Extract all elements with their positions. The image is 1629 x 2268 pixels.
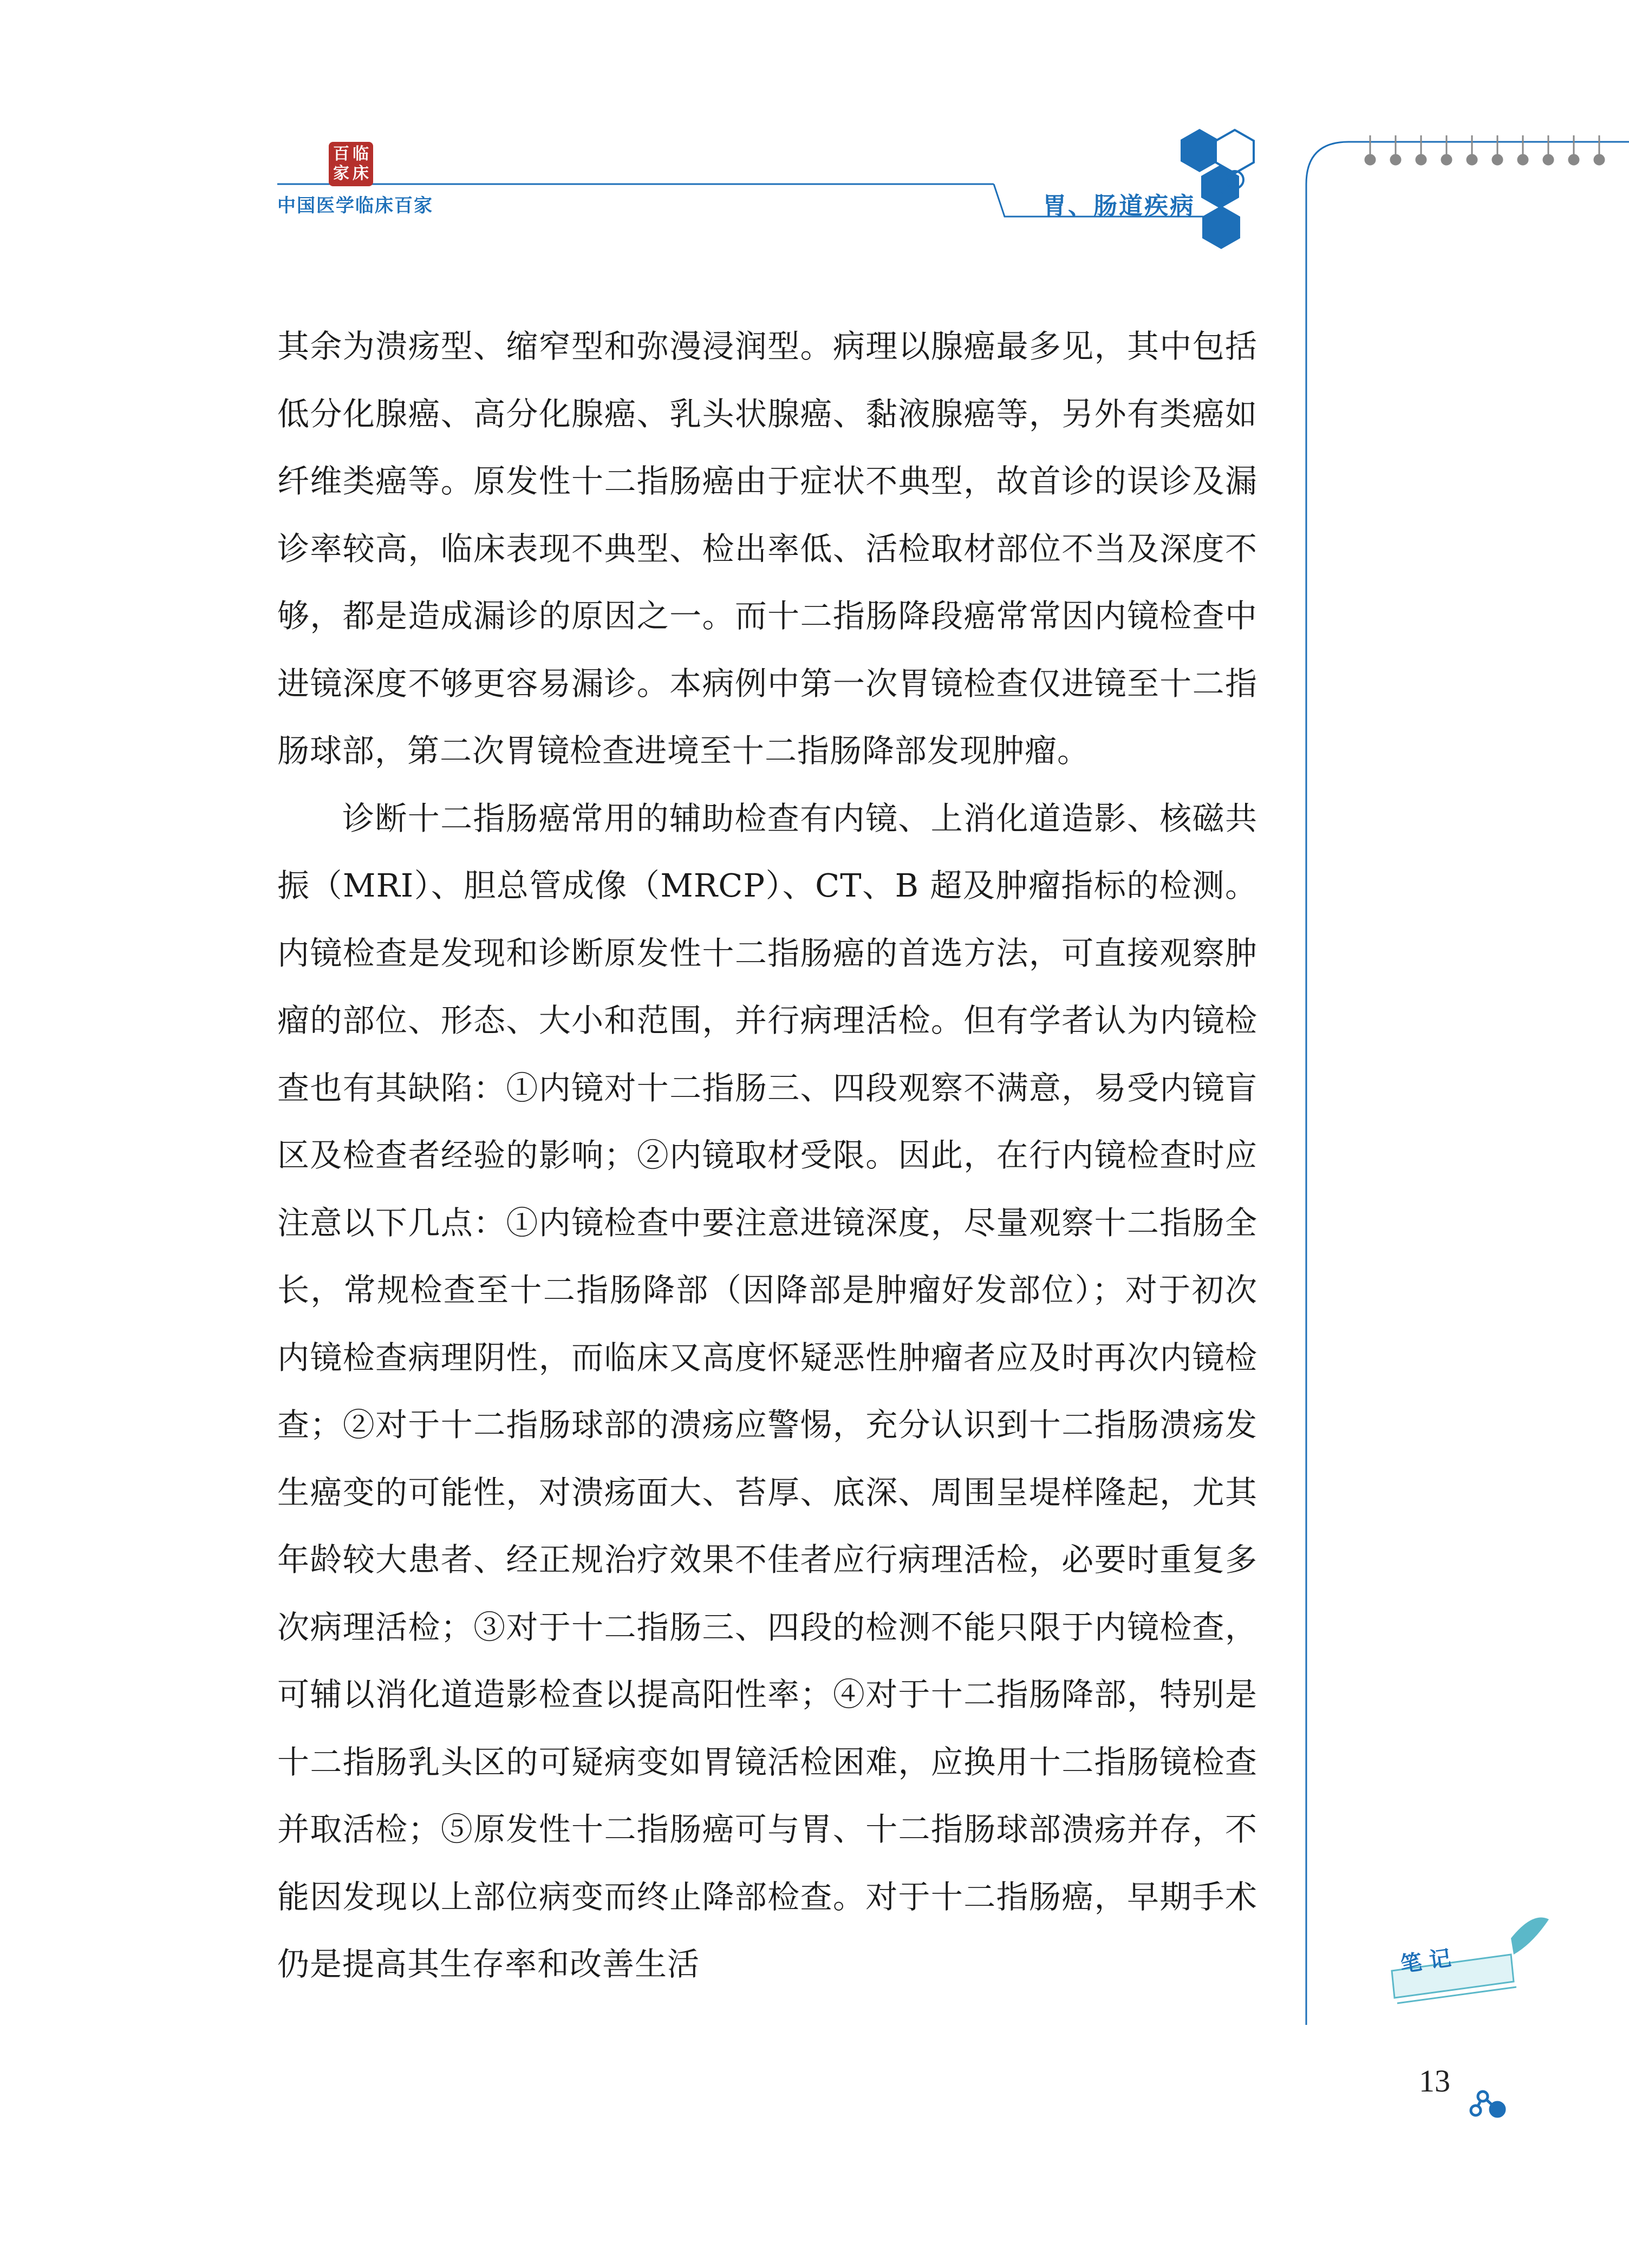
page-number: 13 [1419,2063,1450,2099]
hexagon-icon [1216,130,1254,173]
notebook-border [1306,142,1629,2025]
page-body [277,313,1257,1998]
section-title: 胃、肠道疾病 [1042,192,1195,220]
seal-char: 家 [333,164,349,183]
brand-title: 中国医学临床百家 [277,195,433,217]
seal-char: 床 [353,164,369,183]
seal-char: 百 [333,145,349,164]
brand-seal-logo [329,142,373,186]
seal-char: 临 [353,145,369,164]
paragraph: 其余为溃疡型、缩窄型和弥漫浸润型。病理以腺癌最多见，其中包括低分化腺癌、高分化腺癌、乳头状腺癌、黏液腺癌等，另外有类癌如纤维类癌等。原发性十二指肠癌由于症状不典型，故首诊的误诊及漏诊率较高，临床表现不典型、检出率低、活检取材部位不当及深度不够，都是造成漏诊的原因之一。而十二指肠降段癌常常因内镜检查中进镜深度不够更容易漏诊。本病例中第一次胃镜检查仅进镜至十二指肠球部，第二次胃镜检查进境至十二指肠降部发现肿瘤。 [277,328,1257,769]
paragraph: 诊断十二指肠癌常用的辅助检查有内镜、上消化道造影、核磁共振（MRI）、胆总管成像（MRCP）、CT、B 超及肿瘤指标的检测。内镜检查是发现和诊断原发性十二指肠癌的首选方法，可直接观察肿瘤的部位、形态、大小和范围，并行病理活检。但有学者认为内镜检查也有其缺陷：①内镜对十二指肠三、四段观察不满意，易受内镜盲区及检查者经验的影响；②内镜取材受限。因此，在行内镜检查时应注意以下几点：①内镜检查中要注意进镜深度，尽量观察十二指肠全长，常规检查至十二指肠降部（因降部是肿瘤好发部位）；对于初次内镜检查病理阴性，而临床又高度怀疑恶性肿瘤者应及时再次内镜检查；②对于十二指肠球部的溃疡应警惕，充分认识到十二指肠溃疡发生癌变的可能性，对溃疡面大、苔厚、底深、周围呈堤样隆起，尤其年龄较大患者、经正规治疗效果不佳者应行病理活检，必要时重复多次病理活检；③对于十二指肠三、四段的检测不能只限于内镜检查，可辅以消化道造影检查以提高阳性率；④对于十二指肠降部，特别是十二指肠乳头区的可疑病变如胃镜活检困难，应换用十二指肠镜检查并取活检；⑤原发性十二指肠癌可与胃、十二指肠球部溃疡并存，不能因发现以上部位病变而终止降部检查。对于十二指肠癌，早期手术仍是提高其生存率和改善生活 [277,799,1257,1983]
hexagon-icon [1181,129,1219,172]
hexagon-icon [1202,206,1240,249]
notes-label: 笔记 [1398,1944,1461,1978]
binder-rings [1365,135,1605,165]
molecule-icon [1471,2091,1504,2116]
